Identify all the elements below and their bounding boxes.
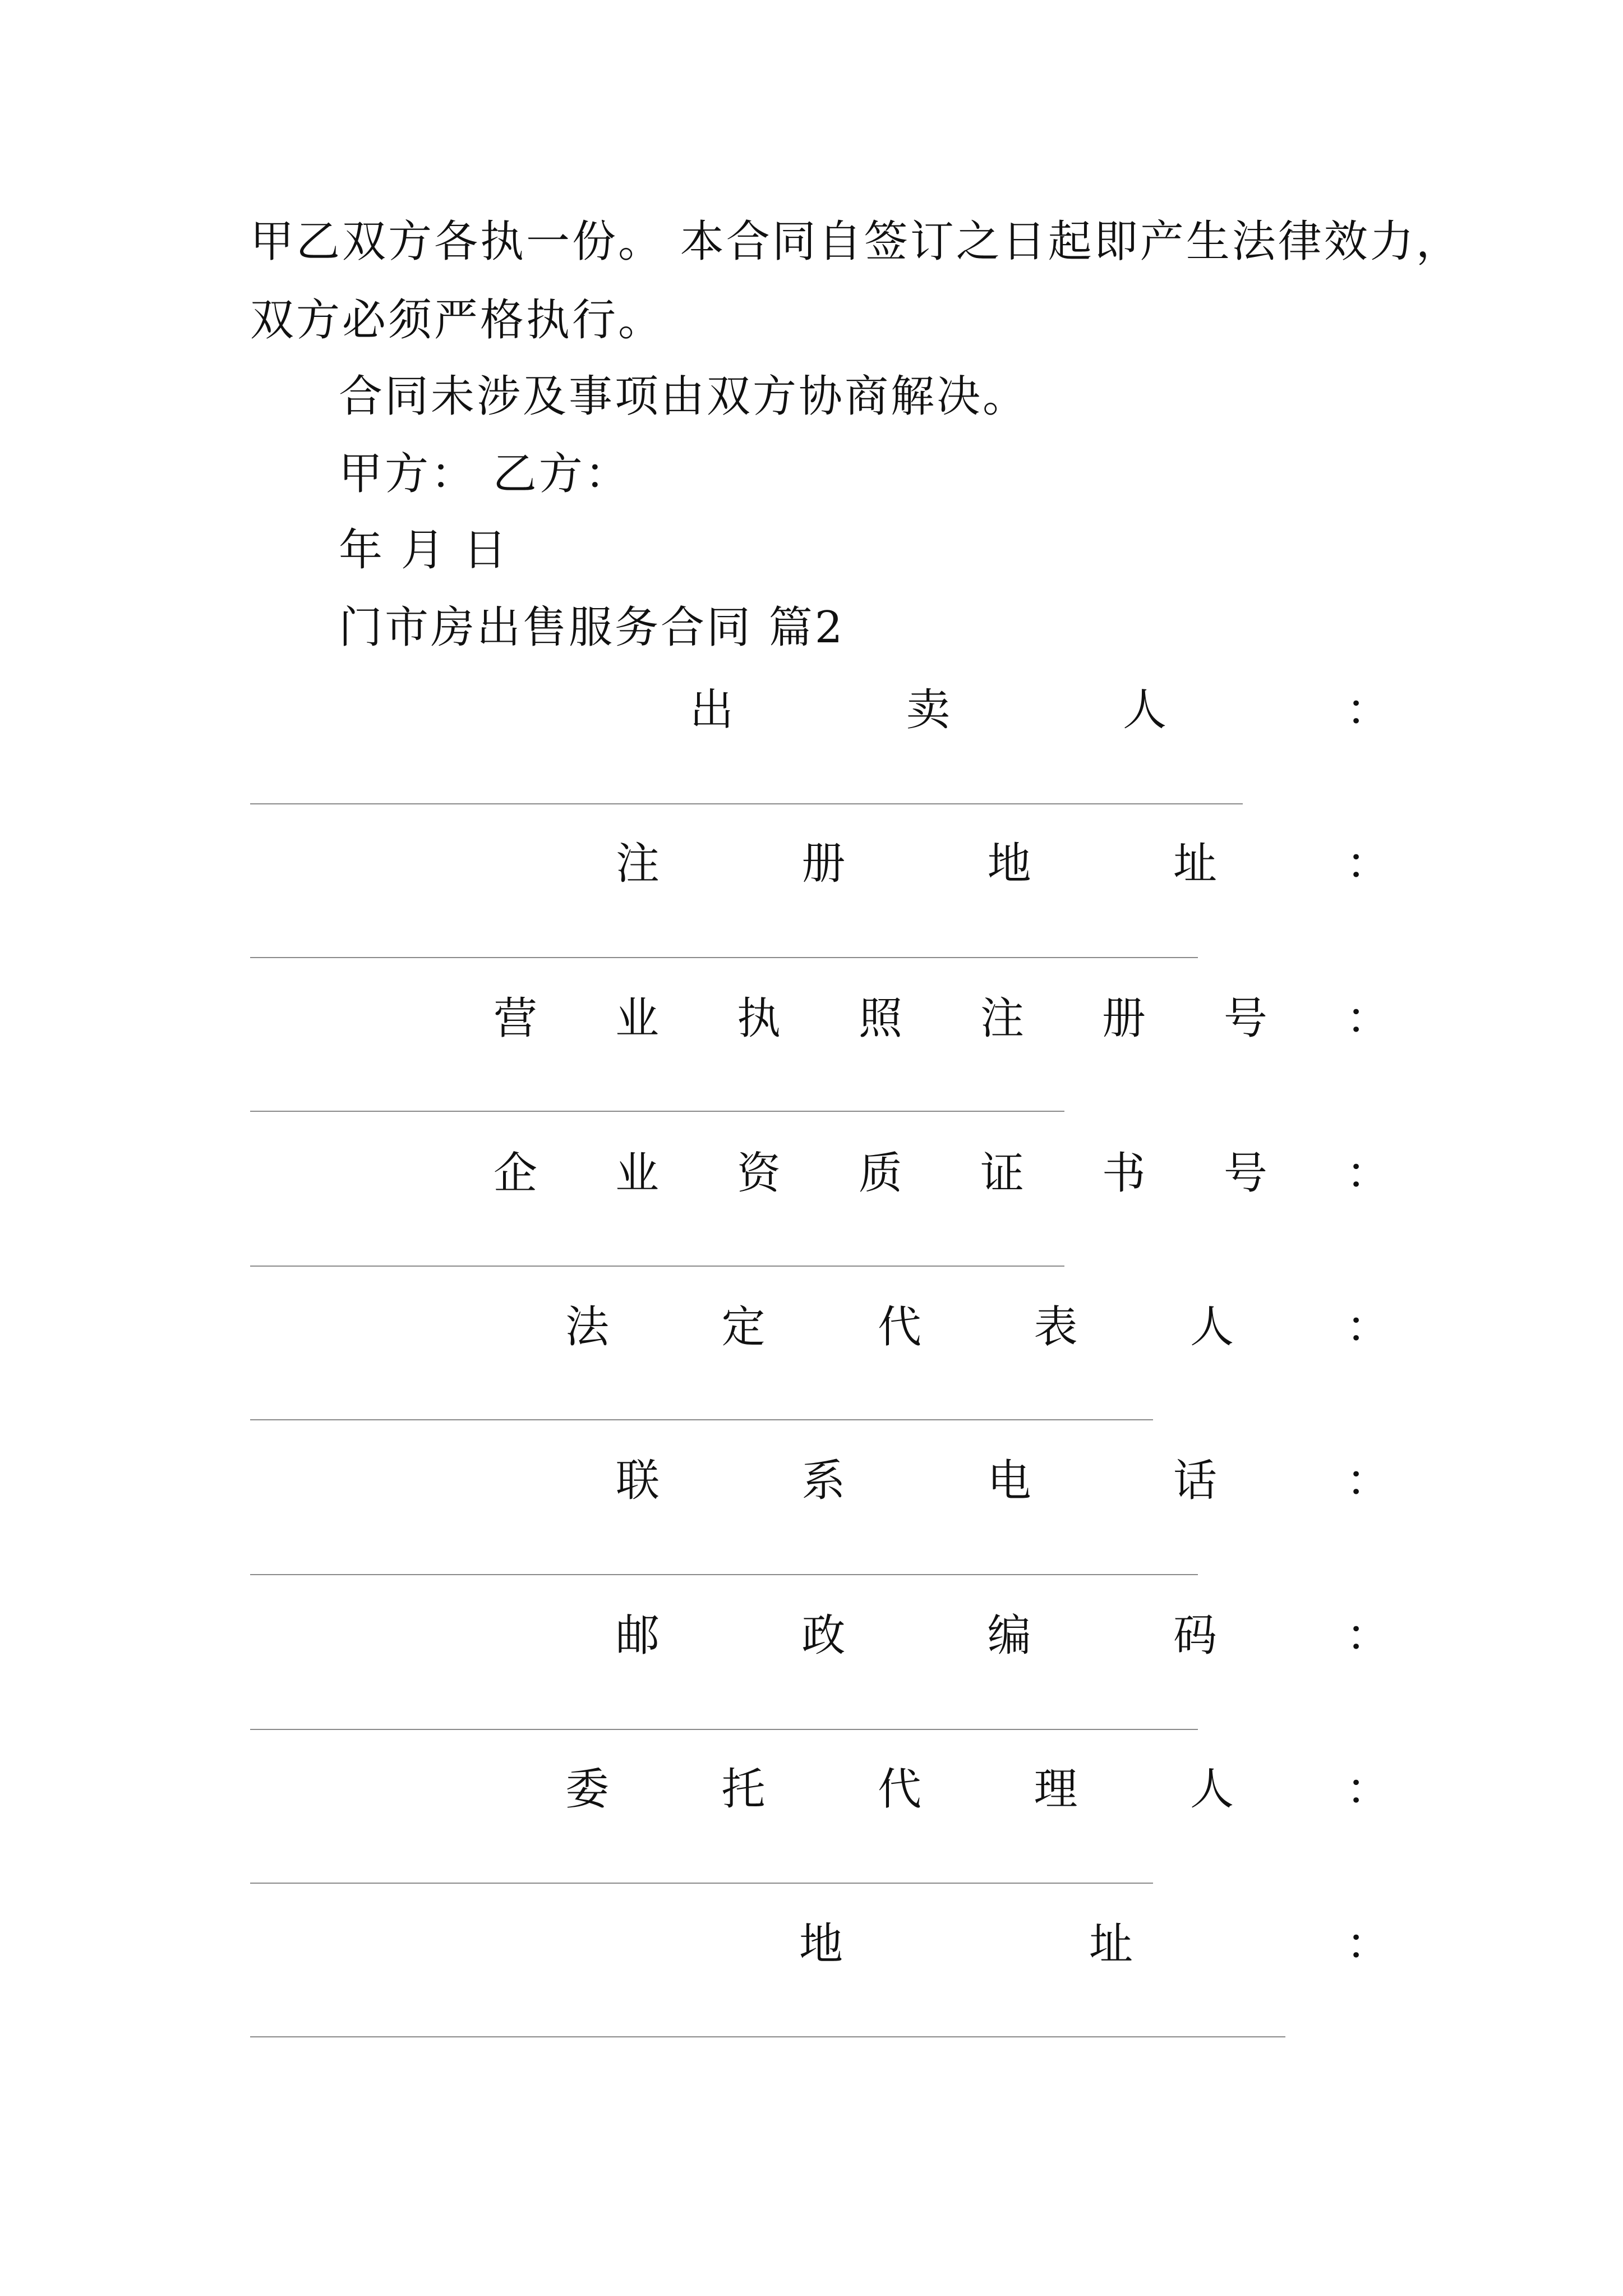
label-char: 政	[801, 1611, 846, 1661]
label-char: 理	[1034, 1764, 1078, 1815]
label-char: 照	[858, 993, 902, 1044]
form-field-colon: ：	[1346, 1148, 1390, 1199]
label-char: 质	[858, 1148, 902, 1199]
form-field-colon: ：	[1346, 1919, 1390, 1970]
label-char: 证	[980, 1148, 1024, 1199]
form-field-label	[616, 839, 1217, 889]
form-field-label	[494, 1148, 1267, 1199]
label-char: 代	[877, 1764, 921, 1815]
label-char: 号	[1223, 1148, 1267, 1199]
label-char: 定	[721, 1302, 766, 1352]
label-char: 执	[736, 993, 781, 1044]
label-char: 业	[615, 1148, 659, 1199]
label-char: 注	[980, 993, 1024, 1044]
fill-in-blank-line[interactable]	[250, 1729, 1198, 1730]
fill-in-blank-line[interactable]	[250, 1574, 1198, 1575]
label-char: 人	[1189, 1302, 1234, 1352]
form-field-colon: ：	[1346, 1456, 1390, 1506]
fill-in-blank-line[interactable]	[250, 803, 1243, 804]
label-char: 册	[801, 839, 846, 889]
date-line: 年 月 日	[339, 525, 509, 576]
label-char: 书	[1101, 1148, 1146, 1199]
label-char: 企	[494, 1148, 538, 1199]
label-char: 址	[1089, 1919, 1133, 1970]
form-field-label	[616, 1456, 1217, 1506]
form-field-label	[565, 1764, 1234, 1815]
label-char: 出	[690, 685, 734, 735]
label-char: 法	[565, 1302, 610, 1352]
form-field-colon: ：	[1346, 1764, 1390, 1815]
fill-in-blank-line[interactable]	[250, 1266, 1064, 1267]
form-field-label	[616, 1611, 1217, 1661]
form-field-row	[0, 839, 1623, 889]
label-char: 资	[736, 1148, 781, 1199]
form-field-label	[799, 1919, 1133, 1970]
form-field-colon: ：	[1346, 993, 1390, 1044]
label-char: 注	[616, 839, 660, 889]
label-char: 邮	[616, 1611, 660, 1661]
label-char: 联	[616, 1456, 660, 1506]
form-field-label	[494, 993, 1267, 1044]
fill-in-blank-line[interactable]	[250, 1883, 1153, 1884]
label-char: 址	[1173, 839, 1217, 889]
form-field-label	[690, 685, 1166, 735]
label-char: 人	[1122, 685, 1166, 735]
form-field-row	[0, 993, 1623, 1044]
form-field-colon: ：	[1346, 685, 1390, 735]
label-char: 号	[1223, 993, 1267, 1044]
paragraph-unresolved-matters: 合同未涉及事项由双方协商解决。	[339, 371, 1029, 422]
form-field-colon: ：	[1346, 1302, 1390, 1352]
form-field-colon: ：	[1346, 1611, 1390, 1661]
form-field-row	[0, 1302, 1623, 1352]
label-char: 卖	[906, 685, 950, 735]
fill-in-blank-line[interactable]	[250, 2036, 1285, 2037]
form-field-colon: ：	[1346, 839, 1390, 889]
form-field-row	[0, 1919, 1623, 1970]
party-signature-line: 甲方： 乙方：	[339, 449, 631, 499]
label-char: 系	[801, 1456, 846, 1506]
label-char: 人	[1189, 1764, 1234, 1815]
fill-in-blank-line[interactable]	[250, 957, 1198, 958]
form-field-row	[0, 1611, 1623, 1661]
form-field-row	[0, 1148, 1623, 1199]
fill-in-blank-line[interactable]	[250, 1419, 1153, 1420]
form-field-row	[0, 685, 1623, 735]
label-char: 码	[1173, 1611, 1217, 1661]
label-char: 册	[1101, 993, 1146, 1044]
form-field-label	[565, 1302, 1234, 1352]
label-char: 表	[1034, 1302, 1078, 1352]
label-char: 地	[799, 1919, 843, 1970]
label-char: 电	[987, 1456, 1031, 1506]
label-char: 编	[987, 1611, 1031, 1661]
paragraph-strict-execution: 双方必须严格执行。	[250, 295, 665, 346]
fill-in-blank-line[interactable]	[250, 1111, 1064, 1112]
label-char: 话	[1173, 1456, 1217, 1506]
label-char: 营	[494, 993, 538, 1044]
label-char: 地	[987, 839, 1031, 889]
label-char: 业	[615, 993, 659, 1044]
paragraph-copies-effect: 甲乙双方各执一份。 本合同自签订之日起即产生法律效力，	[250, 217, 1462, 267]
label-char: 代	[877, 1302, 921, 1352]
form-field-row	[0, 1456, 1623, 1506]
section-title: 门市房出售服务合同 篇2	[339, 602, 845, 653]
label-char: 委	[565, 1764, 610, 1815]
form-field-row	[0, 1764, 1623, 1815]
label-char: 托	[721, 1764, 766, 1815]
